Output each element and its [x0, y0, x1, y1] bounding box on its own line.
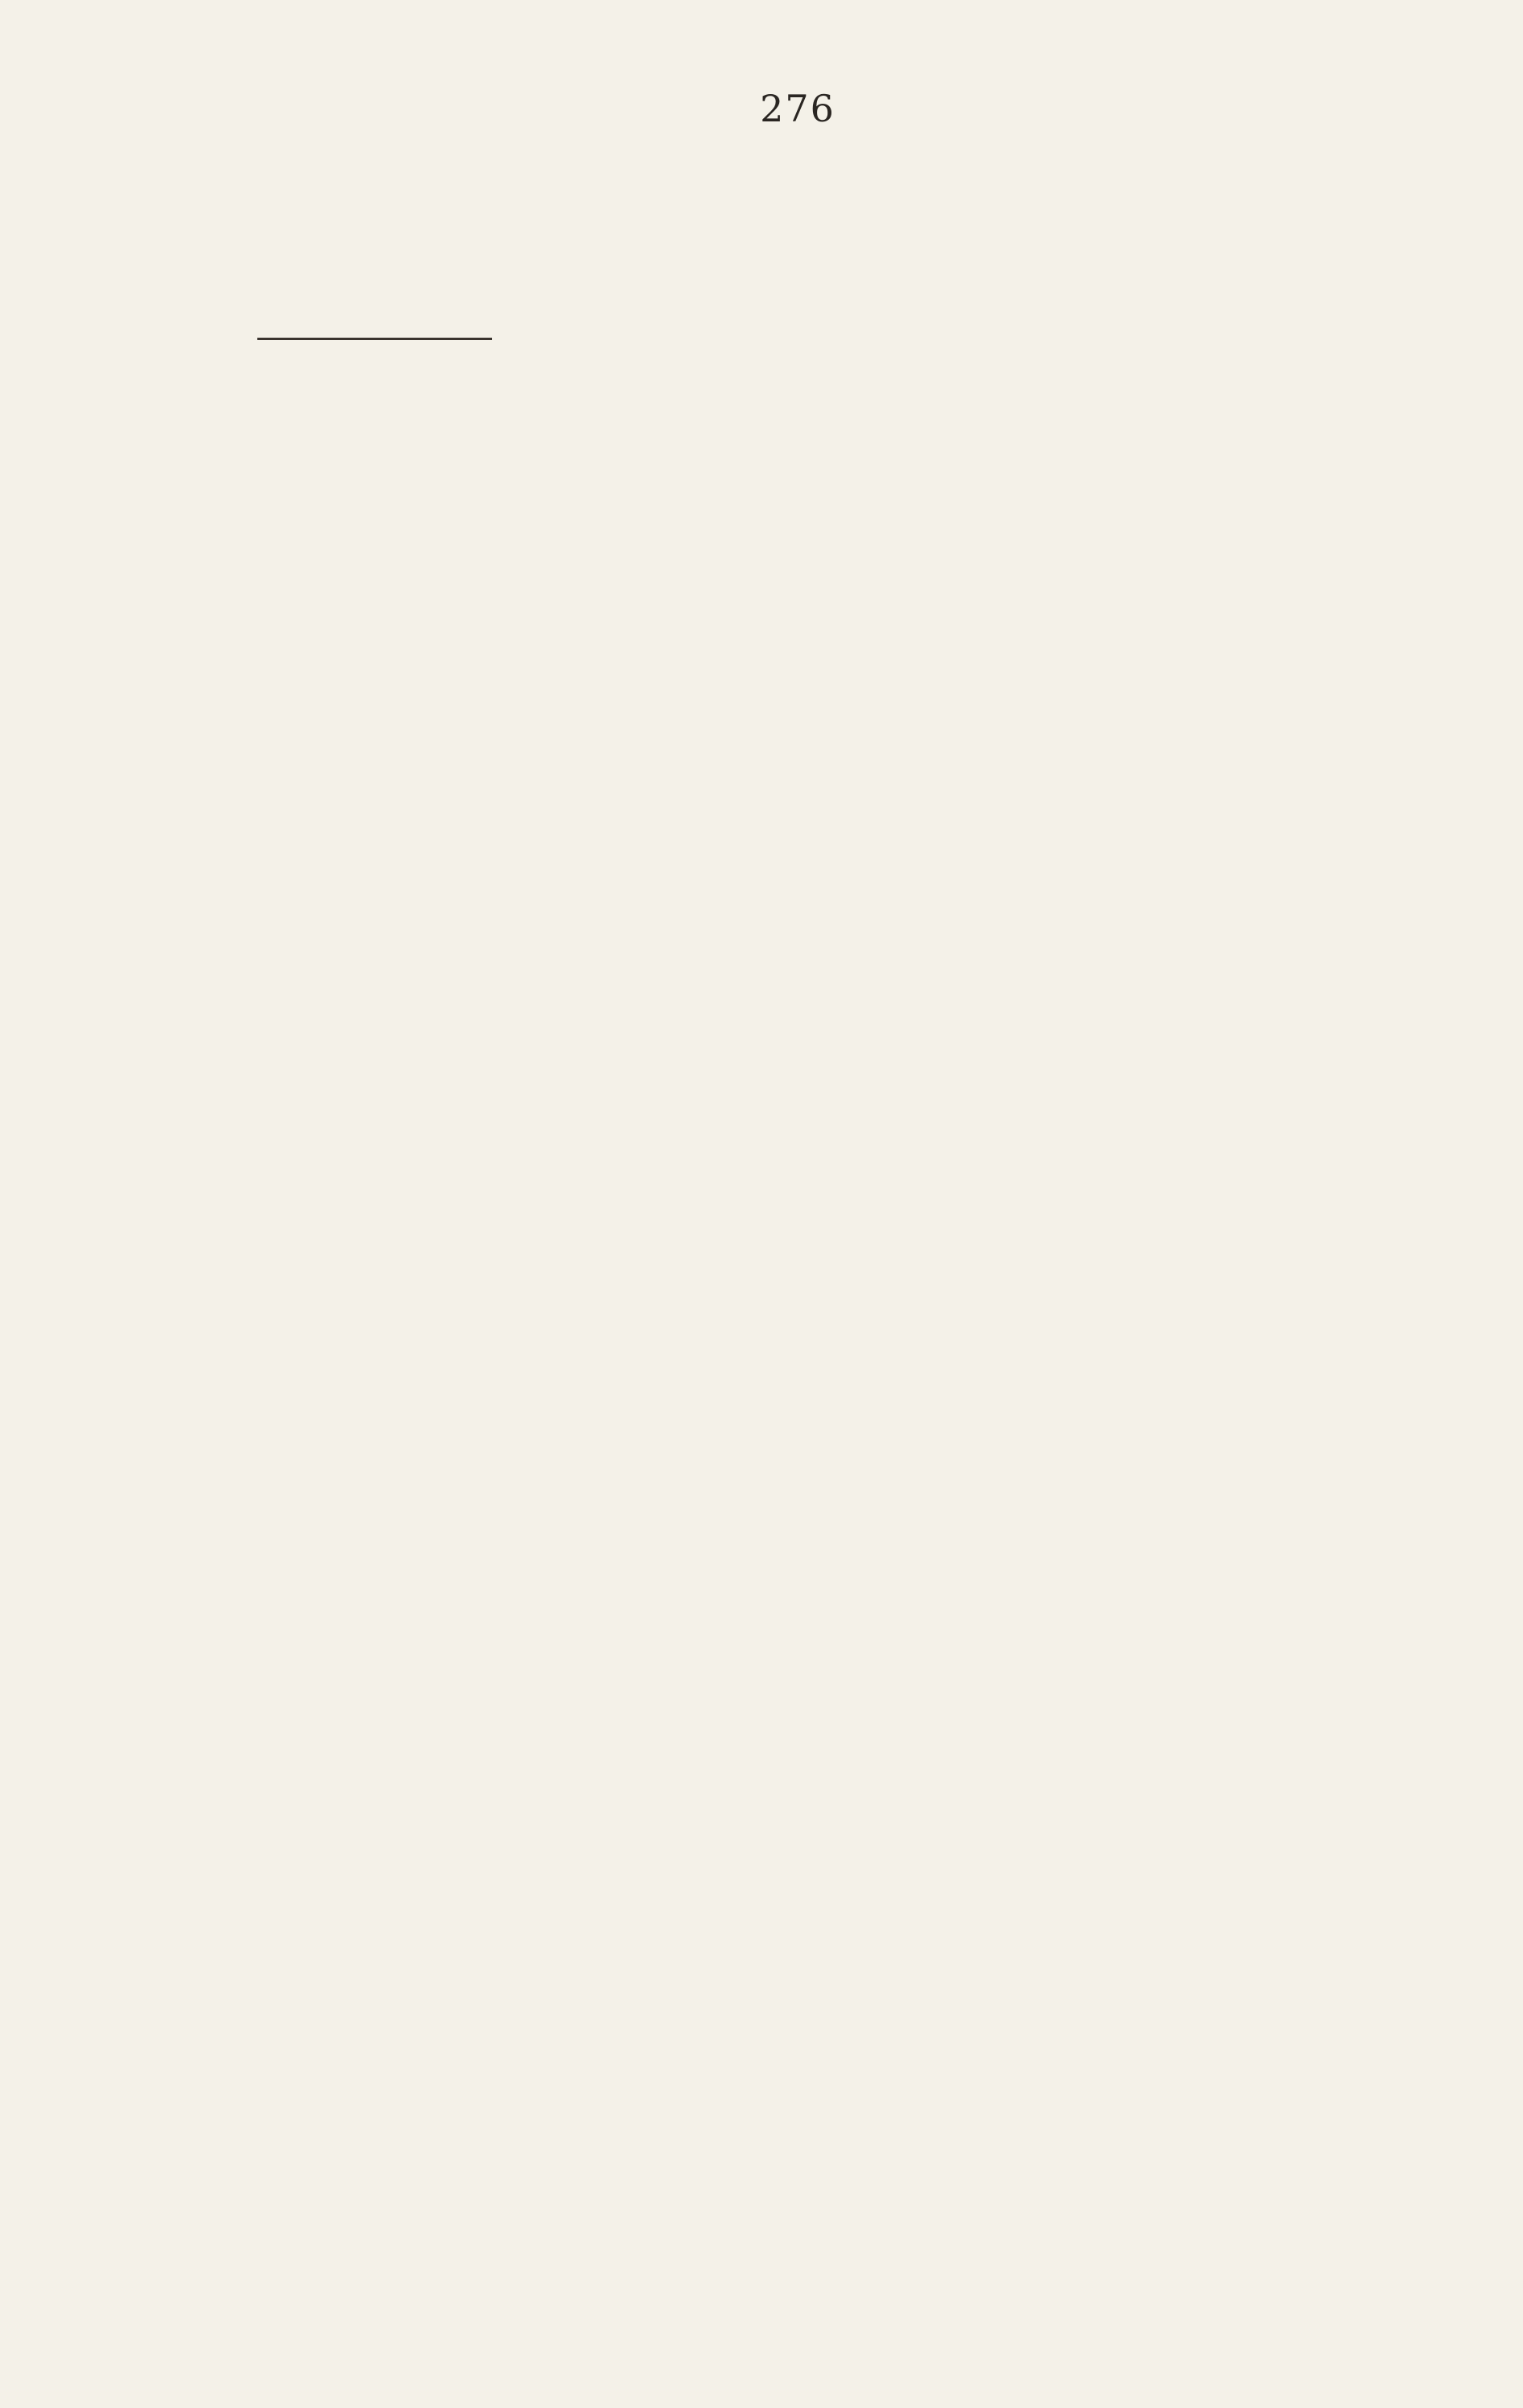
paragraph: [257, 223, 1371, 280]
paragraph: [257, 166, 1371, 223]
page-number: 276: [760, 87, 835, 130]
footnote: [257, 364, 1371, 410]
footnote-divider: [257, 338, 492, 340]
body-text: [257, 166, 1371, 280]
